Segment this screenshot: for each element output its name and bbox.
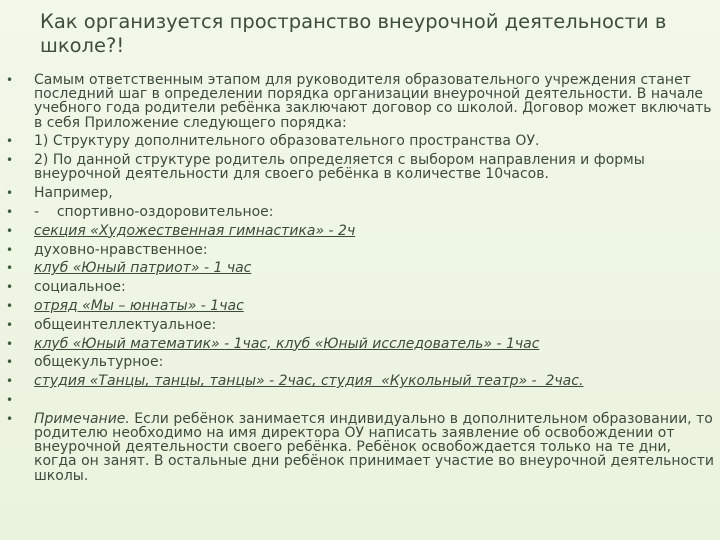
list-item xyxy=(6,243,714,257)
bullet-icon: • xyxy=(6,205,14,219)
item-text-emphasis: отряд «Мы – юннаты» - 1час xyxy=(34,297,244,314)
item-text: 1) Структуру дополнительного образовательного пространства ОУ. xyxy=(34,133,540,150)
bullet-icon: • xyxy=(6,336,14,351)
item-text-emphasis: студия «Танцы, танцы, танцы» - 2час, студия «Кукольный театр» - 2час. xyxy=(34,373,584,390)
bullet-icon: • xyxy=(6,261,14,276)
bullet-icon: • xyxy=(6,298,14,313)
item-text: общеинтеллектуальное: xyxy=(34,316,217,333)
bullet-icon: • xyxy=(6,317,14,332)
list-item xyxy=(6,153,714,181)
note-label: Примечание. xyxy=(34,410,130,427)
list-item xyxy=(6,73,714,130)
item-text: общекультурное: xyxy=(34,354,164,371)
item-text-emphasis: секция «Художественная гимнастика» - 2ч xyxy=(34,222,356,239)
bullet-icon: • xyxy=(6,280,14,295)
bullet-icon: • xyxy=(6,223,14,238)
bullet-icon: • xyxy=(6,134,14,149)
list-item xyxy=(6,299,714,313)
bullet-icon: • xyxy=(6,186,14,201)
item-text-emphasis: клуб «Юный математик» - 1час, клуб «Юный исследователь» - 1час xyxy=(34,335,540,352)
bullet-icon: • xyxy=(6,153,14,168)
item-text: Например, xyxy=(34,185,113,202)
note-item xyxy=(6,412,714,483)
list-item xyxy=(6,280,714,294)
list-item xyxy=(6,337,714,351)
bullet-icon: • xyxy=(6,411,14,426)
bullet-icon: • xyxy=(6,73,14,87)
bullet-icon: • xyxy=(6,355,14,370)
bullet-icon: • xyxy=(6,392,14,407)
list-item xyxy=(6,224,714,238)
item-text: - спортивно-оздоровительное: xyxy=(34,204,274,220)
list-item xyxy=(6,205,714,219)
item-text: 2) По данной структуре родитель определяется с выбором направления и формы внеурочной деятельности для своего ребёнка в количестве 10часов. xyxy=(34,152,645,183)
item-text: социальное: xyxy=(34,279,126,296)
list-item xyxy=(6,134,714,148)
bullet-list xyxy=(6,73,714,487)
bullet-icon: • xyxy=(6,374,14,389)
list-item xyxy=(6,355,714,369)
slide-title: Как организуется пространство внеурочной деятельности в школе?! xyxy=(40,10,667,57)
list-item xyxy=(6,261,714,275)
list-item xyxy=(6,374,714,388)
list-item xyxy=(6,393,714,407)
list-item xyxy=(6,186,714,200)
item-text: Самым ответственным этапом для руководителя образовательного учреждения станет последний шаг в определении порядка организации внеурочной деятельности. В начале учебного года родители ребёнка заключают договор со школой. Договор может включать в себя Приложение следующего порядка: xyxy=(34,72,712,131)
note-text: Если ребёнок занимается индивидуально в дополнительном образовании, то родителю необходимо на имя директора ОУ написать заявление об освобождении от внеурочной деятельности своего ребёнка. Ребёнок освобождается только на те дни, когда он занят. В остальные дни ребёнок принимает участие во внеурочной деятельности школы. xyxy=(34,410,714,484)
item-text-emphasis: клуб «Юный патриот» - 1 час xyxy=(34,260,252,277)
item-text: духовно-нравственное: xyxy=(34,241,208,258)
list-item xyxy=(6,318,714,332)
bullet-icon: • xyxy=(6,242,14,257)
